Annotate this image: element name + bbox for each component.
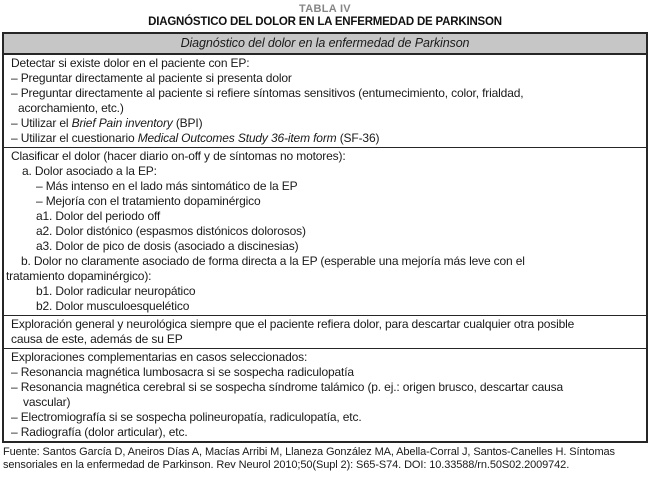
table-line <box>11 380 642 395</box>
text: – Resonancia magnética cerebral si se sospecha síndrome talámico (p. ej.: origen brusco, descartar causa <box>11 380 564 394</box>
text: – Electromiografía si se sospecha polineuropatía, radiculopatía, etc. <box>11 410 362 424</box>
table-line <box>36 209 642 224</box>
table-number-caption: TABLA IV <box>299 3 351 15</box>
table-title: DIAGNÓSTICO DEL DOLOR EN LA ENFERMEDAD DE PARKINSON <box>148 16 502 28</box>
text: b1. Dolor radicular neuropático <box>36 284 196 298</box>
text: – Resonancia magnética lumbosacra si se sospecha radiculopatía <box>11 365 354 379</box>
citation-line-1: Fuente: Santos García D, Aneiros Días A, Macías Arribi M, Llaneza González MA, Abella-Corral J, Santos-Canelles H. Síntomas <box>3 446 615 458</box>
table-row <box>4 55 646 148</box>
text: vascular) <box>23 395 71 409</box>
table-line <box>11 71 642 86</box>
text: – Mejoría con el tratamiento dopaminérgico <box>36 194 261 208</box>
table-line <box>11 317 642 332</box>
text: a2. Dolor distónico (espasmos distónicos dolorosos) <box>36 224 306 238</box>
text: a. Dolor asociado a la EP: <box>22 164 157 178</box>
table-header-bar: Diagnóstico del dolor en la enfermedad de Parkinson <box>4 34 646 55</box>
table-line <box>36 299 642 314</box>
text: Exploración general y neurológica siempre que el paciente refiera dolor, para descartar cualquier otra posible <box>11 317 575 331</box>
text: – Radiografía (dolor articular), etc. <box>11 425 188 439</box>
table-line <box>36 239 642 254</box>
text: tratamiento dopaminérgico): <box>6 269 152 283</box>
table-line <box>36 179 642 194</box>
table-line <box>11 116 642 131</box>
text: – Preguntar directamente al paciente si presenta dolor <box>11 71 292 85</box>
table-row <box>4 349 646 441</box>
table-line <box>11 365 642 380</box>
italic-text: Brief Pain inventory <box>71 116 173 130</box>
text: b. Dolor no claramente asociado de forma directa a la EP (esperable una mejoría más leve con el <box>21 254 525 268</box>
text: (BPI) <box>172 116 203 130</box>
text: – Utilizar el cuestionario <box>11 131 138 145</box>
text: a1. Dolor del periodo off <box>36 209 161 223</box>
text: – Preguntar directamente al paciente si refiere síntomas sensitivos (entumecimiento, color, frialdad, <box>11 86 524 100</box>
table-line <box>11 425 642 440</box>
text: a3. Dolor de pico de dosis (asociado a discinesias) <box>36 239 299 253</box>
italic-text: Medical Outcomes Study 36-item form <box>137 131 337 145</box>
citation-line-2: sensoriales en la enfermedad de Parkinson. Rev Neurol 2010;50(Supl 2): S65-S74. DOI: 10.33588/rn.50S02.2009742. <box>3 459 570 471</box>
diagnosis-table <box>2 32 648 443</box>
text: b2. Dolor musculoesquelético <box>36 299 190 313</box>
source-citation <box>3 446 648 472</box>
text: – Utilizar el <box>11 116 72 130</box>
table-line <box>11 350 642 365</box>
table-line <box>6 269 642 284</box>
table-line <box>11 56 642 71</box>
text: Exploraciones complementarias en casos seleccionados: <box>11 350 308 364</box>
table-row <box>4 148 646 316</box>
text: – Más intenso en el lado más sintomático de la EP <box>36 179 298 193</box>
table-line <box>36 284 642 299</box>
table-line <box>11 86 642 101</box>
table-line <box>11 410 642 425</box>
text: Clasificar el dolor (hacer diario on-off y de síntomas no motores): <box>11 149 346 163</box>
table-line <box>11 149 642 164</box>
table-body <box>4 55 646 441</box>
table-line <box>21 254 642 269</box>
table-line <box>36 194 642 209</box>
text: Detectar si existe dolor en el paciente con EP: <box>11 56 250 70</box>
table-line <box>18 101 642 116</box>
table-line <box>23 395 642 410</box>
table-row <box>4 316 646 349</box>
table-line <box>36 224 642 239</box>
text: causa de este, además de su EP <box>11 332 183 346</box>
table-line <box>11 131 642 146</box>
table-line <box>22 164 642 179</box>
text: acorchamiento, etc.) <box>18 101 124 115</box>
table-line <box>11 332 642 347</box>
text: (SF-36) <box>336 131 380 145</box>
